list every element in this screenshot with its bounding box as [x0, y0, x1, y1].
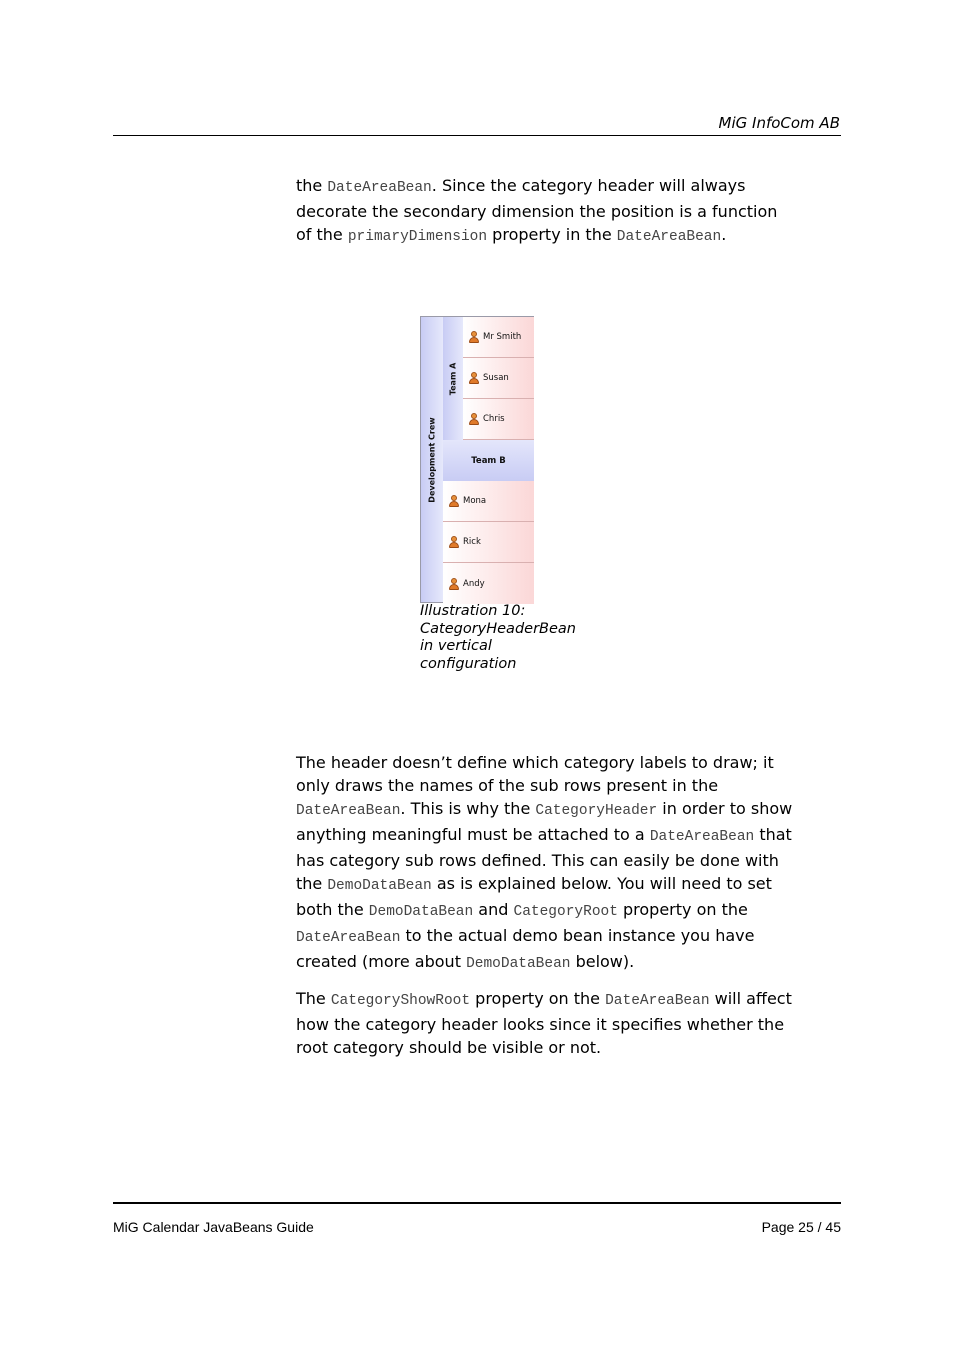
member-name: Chris	[483, 414, 505, 424]
code-run: CategoryRoot	[513, 904, 618, 920]
header-rule	[113, 135, 841, 136]
footer-rule	[113, 1202, 841, 1204]
text-run: as is explained below. You will need to set both the	[296, 874, 772, 919]
code-run: primaryDimension	[347, 229, 488, 245]
root-category-lane	[421, 317, 444, 602]
body-paragraph-2	[296, 987, 796, 1059]
category-row	[443, 481, 534, 522]
code-run: DemoDataBean	[327, 878, 432, 894]
team-a-lane	[443, 317, 464, 441]
category-row	[443, 563, 534, 604]
text-run: below).	[570, 952, 635, 971]
text-run: .	[721, 225, 727, 244]
code-run: CategoryHeader	[535, 803, 658, 819]
category-row	[463, 399, 534, 440]
person-icon	[469, 413, 479, 425]
category-row	[443, 522, 534, 563]
code-run: DateAreaBean	[296, 930, 401, 946]
code-run: DemoDataBean	[466, 956, 571, 972]
intro-paragraph	[296, 174, 796, 249]
team-a-label: Team A	[448, 362, 458, 395]
text-run: . Since the category header will always decorate the secondary dimension the position is a function of the	[296, 176, 778, 244]
person-icon	[469, 372, 479, 384]
code-run: DateAreaBean	[649, 829, 755, 845]
category-row	[463, 317, 534, 358]
code-run: DateAreaBean	[327, 180, 432, 196]
text-run: the	[296, 176, 328, 195]
category-header-illustration	[420, 316, 534, 603]
member-name: Mr Smith	[483, 332, 522, 342]
code-run: CategoryShowRoot	[330, 993, 471, 1009]
text-run: property on the	[470, 989, 606, 1008]
person-icon	[449, 578, 459, 590]
text-run: The	[296, 989, 331, 1008]
member-name: Mona	[463, 496, 487, 506]
code-run: DemoDataBean	[368, 904, 474, 920]
code-run: DateAreaBean	[616, 229, 722, 245]
category-row	[463, 358, 534, 399]
text-run: in order to show anything meaningful must be attached to a	[296, 799, 793, 844]
figure-caption: Illustration 10: CategoryHeaderBean in vertical configuration	[420, 603, 576, 672]
code-run: DateAreaBean	[605, 993, 710, 1009]
text-run: to the actual demo bean instance you have created (more about	[296, 926, 755, 971]
text-run: property on the	[617, 900, 748, 919]
person-icon	[469, 331, 479, 343]
member-name: Rick	[463, 537, 481, 547]
body-paragraph-1	[296, 751, 796, 976]
text-run: The header doesn’t define which category labels to draw; it only draws the names of the sub rows present in the	[296, 753, 774, 795]
footer-page-number: Page 25 / 45	[761, 1219, 841, 1235]
text-run: and	[473, 900, 514, 919]
person-icon	[449, 536, 459, 548]
text-run: . This is why the	[400, 799, 536, 818]
footer-document-title: MiG Calendar JavaBeans Guide	[113, 1219, 314, 1235]
header-company-name: MiG InfoCom AB	[718, 114, 840, 132]
root-category-label: Development Crew	[427, 416, 437, 503]
text-run: that has category sub rows defined. This can easily be done with the	[296, 825, 792, 893]
text-run: will affect how the category header looks since it specifies whether the root category should be visible or not.	[296, 989, 792, 1057]
member-name: Andy	[463, 578, 485, 589]
code-run: DateAreaBean	[296, 803, 401, 819]
member-name: Susan	[483, 373, 509, 383]
text-run: property in the	[487, 225, 617, 244]
team-b-label: Team B	[471, 455, 506, 466]
person-icon	[449, 495, 459, 507]
team-b-header	[443, 440, 534, 482]
